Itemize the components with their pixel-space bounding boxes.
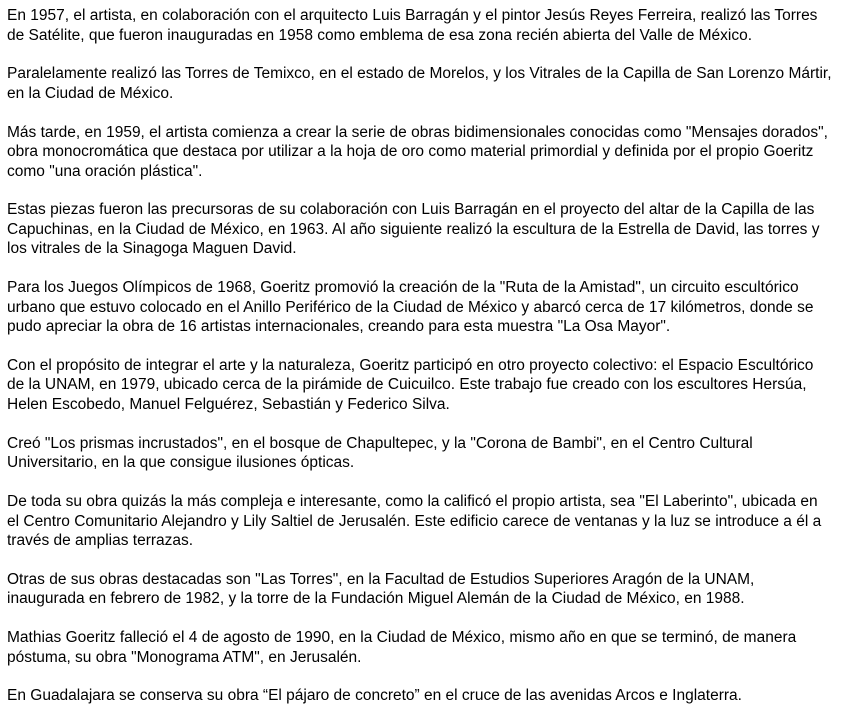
paragraph-capilla-capuchinas: Estas piezas fueron las precursoras de su colaboración con Luis Barragán en el proyecto del altar de la Capilla de las Capuchinas, en la Ciudad de México, en 1963. Al año siguiente realizó la escultura de la Estrella de David, las torres y los vitrales de la Sinagoga Maguen David.: [7, 201, 820, 258]
paragraph-el-laberinto: De toda su obra quizás la más compleja e interesante, como la calificó el propio artista, sea "El Laberinto", ubicada en el Centro Comunitario Alejandro y Lily Saltiel de Jerusalén. Este edificio carece de ventanas y la luz se introduce a él a través de amplias terrazas.: [7, 493, 822, 550]
paragraph-pajaro-concreto: En Guadalajara se conserva su obra “El pájaro de concreto” en el cruce de las avenidas Arcos e Inglaterra.: [7, 687, 742, 705]
paragraph-las-torres: Otras de sus obras destacadas son "Las Torres", en la Facultad de Estudios Superiores Aragón de la UNAM, inaugurada en febrero de 1982, y la torre de la Fundación Miguel Alemán de la Ciudad de México, en 1988.: [7, 570, 755, 608]
paragraph-torres-temixco: Paralelamente realizó las Torres de Temixco, en el estado de Morelos, y los Vitrales de la Capilla de San Lorenzo Mártir, en la Ciudad de México.: [7, 65, 832, 102]
paragraph-torres-satelite: En 1957, el artista, en colaboración con el arquitecto Luis Barragán y el pintor Jesús Reyes Ferreira, realizó las Torres de Satélite, que fueron inauguradas en 1958 como emblema de esa zona recién abierta del Valle de México.: [7, 7, 818, 44]
paragraph-prismas-incrustados: Creó "Los prismas incrustados", en el bosque de Chapultepec, y la "Corona de Bambi", en el Centro Cultural Universitario, en la que consigue ilusiones ópticas.: [7, 434, 753, 472]
paragraph-mensajes-dorados: Más tarde, en 1959, el artista comienza a crear la serie de obras bidimensionales conocidas como "Mensajes dorados", obra monocromática que destaca por utilizar a la hoja de oro como material primordial y definida por el propio Goeritz como "una oración plástica".: [7, 123, 828, 180]
paragraph-espacio-escultorico: Con el propósito de integrar el arte y la naturaleza, Goeritz participó en otro proyecto colectivo: el Espacio Escultórico de la UNAM, en 1979, ubicado cerca de la pirámide de Cuicuilco. Este trabajo fue creado con los escultores Hersúa, Helen Escobedo, Manuel Felguérez, Sebastián y Federico Silva.: [7, 356, 814, 413]
paragraph-fallecimiento: Mathias Goeritz falleció el 4 de agosto de 1990, en la Ciudad de México, mismo año en que se terminó, de manera póstuma, su obra "Monograma ATM", en Jerusalén.: [7, 629, 797, 666]
paragraph-ruta-amistad: Para los Juegos Olímpicos de 1968, Goeritz promovió la creación de la "Ruta de la Amistad", un circuito escultórico urbano que estuvo colocado en el Anillo Periférico de la Ciudad de México y abarcó cerca de 17 kilómetros, donde se pudo apreciar la obra de 16 artistas internacionales, creando para esta muestra "La Osa Mayor".: [7, 279, 814, 336]
